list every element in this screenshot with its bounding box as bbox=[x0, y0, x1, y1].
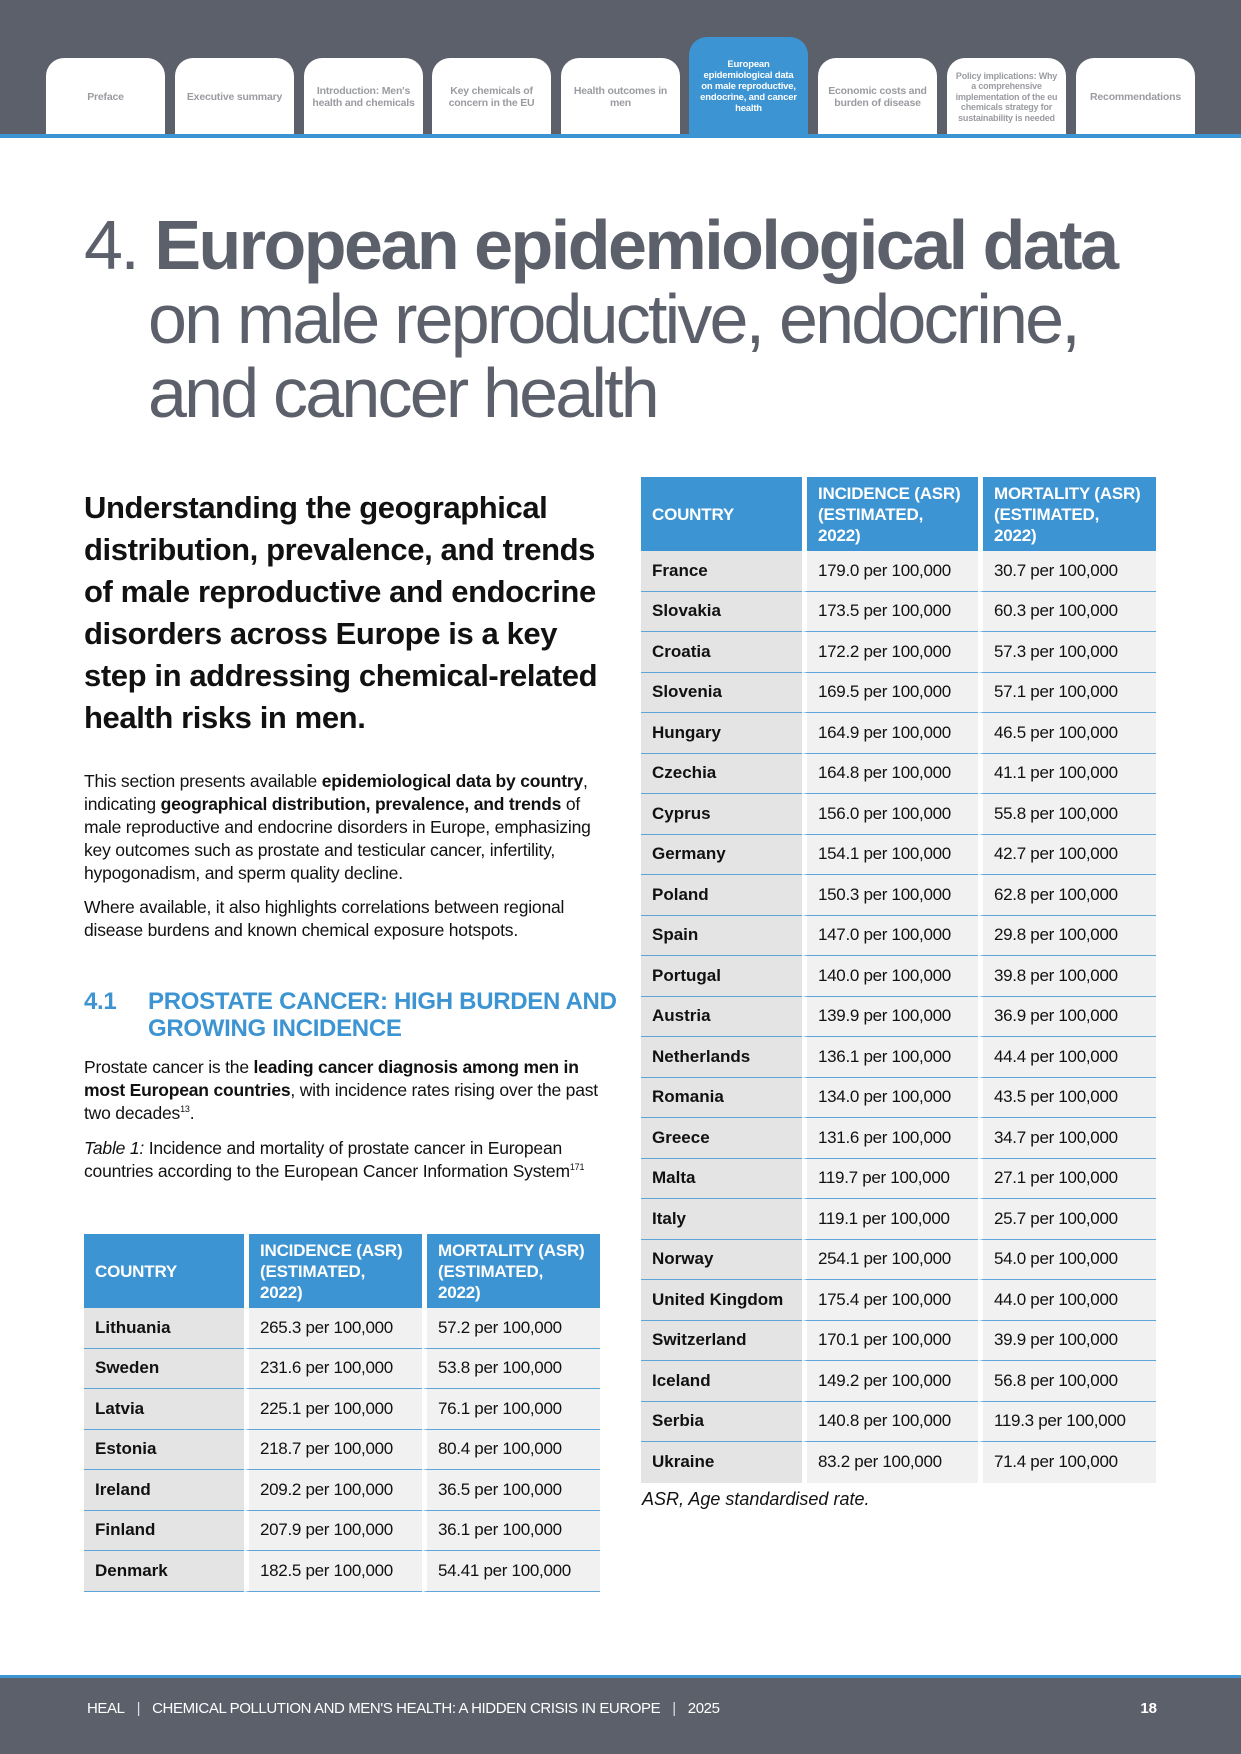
cell-incidence: 140.8 per 100,000 bbox=[802, 1402, 978, 1443]
tab-label: Policy implications: Why a comprehensive implementation of the eu chemicals strategy for sustainability is needed bbox=[955, 70, 1058, 123]
cell-mortality: 57.2 per 100,000 bbox=[422, 1308, 600, 1349]
cell-mortality: 56.8 per 100,000 bbox=[978, 1361, 1156, 1402]
cell-country: Serbia bbox=[641, 1402, 802, 1443]
tab-executive-summary[interactable] bbox=[175, 58, 294, 136]
cell-country: Italy bbox=[641, 1199, 802, 1240]
cell-mortality: 46.5 per 100,000 bbox=[978, 713, 1156, 754]
table-row bbox=[641, 1159, 1156, 1200]
cell-country: Netherlands bbox=[641, 1037, 802, 1078]
table-row bbox=[84, 1389, 600, 1430]
cell-country: Portugal bbox=[641, 956, 802, 997]
cell-incidence: 175.4 per 100,000 bbox=[802, 1280, 978, 1321]
cell-country: Germany bbox=[641, 835, 802, 876]
tab-economic-costs[interactable] bbox=[818, 58, 937, 136]
tab-label: Health outcomes in men bbox=[573, 85, 668, 109]
cell-mortality: 80.4 per 100,000 bbox=[422, 1430, 600, 1471]
cell-country: France bbox=[641, 551, 802, 592]
chapter-number: 4. bbox=[84, 206, 138, 284]
table-row bbox=[641, 997, 1156, 1038]
chapter-nav-bar bbox=[0, 0, 1241, 134]
cell-incidence: 136.1 per 100,000 bbox=[802, 1037, 978, 1078]
cell-incidence: 164.8 per 100,000 bbox=[802, 754, 978, 795]
cell-country: Malta bbox=[641, 1159, 802, 1200]
cell-mortality: 54.0 per 100,000 bbox=[978, 1240, 1156, 1281]
chapter-title-bold: European epidemiological data bbox=[154, 206, 1117, 284]
page-footer bbox=[0, 1678, 1241, 1754]
cell-incidence: 207.9 per 100,000 bbox=[244, 1511, 422, 1552]
cell-country: Estonia bbox=[84, 1430, 244, 1471]
tab-label: Preface bbox=[87, 91, 124, 103]
table-row bbox=[641, 794, 1156, 835]
section-heading bbox=[84, 988, 624, 1042]
cell-mortality: 36.5 per 100,000 bbox=[422, 1470, 600, 1511]
cell-country: Spain bbox=[641, 916, 802, 957]
section-number: 4.1 bbox=[84, 988, 117, 1015]
header-country: COUNTRY bbox=[84, 1234, 244, 1308]
cell-incidence: 131.6 per 100,000 bbox=[802, 1118, 978, 1159]
footnote-ref[interactable]: 171 bbox=[569, 1162, 585, 1173]
tab-policy-implications[interactable] bbox=[947, 58, 1066, 136]
cell-mortality: 39.9 per 100,000 bbox=[978, 1321, 1156, 1362]
cell-mortality: 25.7 per 100,000 bbox=[978, 1199, 1156, 1240]
table-row bbox=[641, 1118, 1156, 1159]
bold-text: epidemiological data by country bbox=[321, 771, 583, 791]
cell-mortality: 55.8 per 100,000 bbox=[978, 794, 1156, 835]
table-row bbox=[641, 1199, 1156, 1240]
cell-incidence: 156.0 per 100,000 bbox=[802, 794, 978, 835]
tab-label: Executive summary bbox=[186, 91, 283, 103]
cell-incidence: 172.2 per 100,000 bbox=[802, 632, 978, 673]
footer-separator: | bbox=[136, 1700, 141, 1717]
header-mortality: MORTALITY (ASR) (ESTIMATED, 2022) bbox=[978, 477, 1156, 551]
cell-country: Norway bbox=[641, 1240, 802, 1281]
footer-running-title bbox=[87, 1700, 720, 1717]
tab-health-outcomes[interactable] bbox=[561, 58, 680, 136]
chapter-title-line2: on male reproductive, endocrine, bbox=[148, 280, 1078, 358]
cell-country: Greece bbox=[641, 1118, 802, 1159]
tab-label: Introduction: Men's health and chemicals bbox=[312, 85, 415, 109]
text: , with incidence rates rising over the past two decades bbox=[84, 1080, 598, 1123]
cell-incidence: 140.0 per 100,000 bbox=[802, 956, 978, 997]
table-header-row bbox=[84, 1234, 600, 1308]
table-row bbox=[84, 1470, 600, 1511]
cell-incidence: 154.1 per 100,000 bbox=[802, 835, 978, 876]
cell-country: Lithuania bbox=[84, 1308, 244, 1349]
footer-separator: | bbox=[672, 1700, 676, 1717]
text: , indicating bbox=[84, 771, 588, 814]
cell-incidence: 119.7 per 100,000 bbox=[802, 1159, 978, 1200]
cell-mortality: 34.7 per 100,000 bbox=[978, 1118, 1156, 1159]
cell-mortality: 53.8 per 100,000 bbox=[422, 1349, 600, 1390]
cell-country: Hungary bbox=[641, 713, 802, 754]
cell-country: Austria bbox=[641, 997, 802, 1038]
bold-text: geographical distribution, prevalence, and trends bbox=[160, 794, 562, 814]
caption-label: Table 1: bbox=[84, 1138, 145, 1158]
cell-mortality: 57.3 per 100,000 bbox=[978, 632, 1156, 673]
tab-label: European epidemiological data on male reproductive, endocrine, and cancer health bbox=[700, 59, 797, 114]
table-caption bbox=[84, 1137, 609, 1183]
cell-country: Romania bbox=[641, 1078, 802, 1119]
chapter-title-line3: and cancer health bbox=[148, 354, 657, 432]
table-row bbox=[641, 956, 1156, 997]
table-row bbox=[641, 875, 1156, 916]
nav-divider bbox=[0, 134, 1241, 138]
prostate-table-part2 bbox=[641, 477, 1156, 1483]
text: This section presents available bbox=[84, 771, 322, 791]
cell-mortality: 62.8 per 100,000 bbox=[978, 875, 1156, 916]
cell-incidence: 83.2 per 100,000 bbox=[802, 1442, 978, 1483]
cell-mortality: 76.1 per 100,000 bbox=[422, 1389, 600, 1430]
table-row bbox=[641, 1402, 1156, 1443]
cell-incidence: 254.1 per 100,000 bbox=[802, 1240, 978, 1281]
text: of male reproductive and endocrine disorders in Europe, emphasizing key outcomes such as prostate and testicular cancer, infertility, hypogonadism, and sperm quality decline. bbox=[84, 794, 591, 883]
cell-incidence: 147.0 per 100,000 bbox=[802, 916, 978, 957]
cell-incidence: 218.7 per 100,000 bbox=[244, 1430, 422, 1471]
table-row bbox=[84, 1551, 600, 1592]
cell-incidence: 209.2 per 100,000 bbox=[244, 1470, 422, 1511]
table-row bbox=[641, 713, 1156, 754]
cell-mortality: 27.1 per 100,000 bbox=[978, 1159, 1156, 1200]
tab-introduction[interactable] bbox=[304, 58, 423, 136]
text: Prostate cancer is the bbox=[84, 1057, 254, 1077]
tab-label: Recommendations bbox=[1090, 91, 1181, 103]
header-incidence: INCIDENCE (ASR) (ESTIMATED, 2022) bbox=[244, 1234, 422, 1308]
cell-country: Slovenia bbox=[641, 673, 802, 714]
cell-incidence: 173.5 per 100,000 bbox=[802, 592, 978, 633]
cell-incidence: 225.1 per 100,000 bbox=[244, 1389, 422, 1430]
footer-publication: CHEMICAL POLLUTION AND MEN'S HEALTH: A HIDDEN CRISIS IN EUROPE bbox=[152, 1700, 661, 1717]
cell-mortality: 30.7 per 100,000 bbox=[978, 551, 1156, 592]
tab-recommendations[interactable] bbox=[1076, 58, 1195, 136]
correlation-paragraph: Where available, it also highlights correlations between regional disease burdens and known chemical exposure hotspots. bbox=[84, 897, 565, 940]
cell-mortality: 39.8 per 100,000 bbox=[978, 956, 1156, 997]
cell-incidence: 265.3 per 100,000 bbox=[244, 1308, 422, 1349]
cell-country: Switzerland bbox=[641, 1321, 802, 1362]
cell-mortality: 44.4 per 100,000 bbox=[978, 1037, 1156, 1078]
header-mortality: MORTALITY (ASR) (ESTIMATED, 2022) bbox=[422, 1234, 600, 1308]
header-incidence: INCIDENCE (ASR) (ESTIMATED, 2022) bbox=[802, 477, 978, 551]
cell-mortality: 54.41 per 100,000 bbox=[422, 1551, 600, 1592]
cell-mortality: 42.7 per 100,000 bbox=[978, 835, 1156, 876]
tab-key-chemicals[interactable] bbox=[432, 58, 551, 136]
cell-country: Latvia bbox=[84, 1389, 244, 1430]
cell-mortality: 44.0 per 100,000 bbox=[978, 1280, 1156, 1321]
table-row bbox=[641, 1240, 1156, 1281]
intro-paragraph bbox=[84, 770, 609, 885]
table-row bbox=[84, 1511, 600, 1552]
cell-incidence: 182.5 per 100,000 bbox=[244, 1551, 422, 1592]
table-row bbox=[84, 1349, 600, 1390]
text: . bbox=[189, 1103, 195, 1123]
table-row bbox=[641, 1037, 1156, 1078]
cell-incidence: 119.1 per 100,000 bbox=[802, 1199, 978, 1240]
header-country: COUNTRY bbox=[641, 477, 802, 551]
cell-mortality: 36.9 per 100,000 bbox=[978, 997, 1156, 1038]
lead-statement: Understanding the geographical distribution, prevalence, and trends of male reproductive and endocrine disorders across Europe is a key step in addressing chemical-related health risks in men. bbox=[84, 490, 598, 735]
cell-country: Croatia bbox=[641, 632, 802, 673]
cell-incidence: 164.9 per 100,000 bbox=[802, 713, 978, 754]
cell-country: Finland bbox=[84, 1511, 244, 1552]
caption-text: Incidence and mortality of prostate cancer in European countries according to the European Cancer Information System bbox=[84, 1138, 570, 1181]
table-row bbox=[641, 1078, 1156, 1119]
cell-mortality: 29.8 per 100,000 bbox=[978, 916, 1156, 957]
table-row bbox=[641, 673, 1156, 714]
cell-incidence: 149.2 per 100,000 bbox=[802, 1361, 978, 1402]
table-note: ASR, Age standardised rate. bbox=[642, 1489, 870, 1509]
cell-country: Ireland bbox=[84, 1470, 244, 1511]
cell-incidence: 169.5 per 100,000 bbox=[802, 673, 978, 714]
table-row bbox=[641, 916, 1156, 957]
table-row bbox=[84, 1308, 600, 1349]
cell-mortality: 43.5 per 100,000 bbox=[978, 1078, 1156, 1119]
cell-incidence: 134.0 per 100,000 bbox=[802, 1078, 978, 1119]
table-row bbox=[641, 1442, 1156, 1483]
cell-country: Cyprus bbox=[641, 794, 802, 835]
table-row bbox=[84, 1430, 600, 1471]
table-row bbox=[641, 632, 1156, 673]
table-header-row bbox=[641, 477, 1156, 551]
chapter-title bbox=[84, 208, 1117, 430]
cell-mortality: 60.3 per 100,000 bbox=[978, 592, 1156, 633]
cell-country: Iceland bbox=[641, 1361, 802, 1402]
cell-country: Denmark bbox=[84, 1551, 244, 1592]
bold-text: leading cancer diagnosis among men in most European countries bbox=[84, 1057, 579, 1100]
cell-country: Sweden bbox=[84, 1349, 244, 1390]
table-row bbox=[641, 754, 1156, 795]
cell-mortality: 119.3 per 100,000 bbox=[978, 1402, 1156, 1443]
cell-country: Ukraine bbox=[641, 1442, 802, 1483]
cell-country: Poland bbox=[641, 875, 802, 916]
cell-incidence: 150.3 per 100,000 bbox=[802, 875, 978, 916]
footer-org: HEAL bbox=[87, 1700, 125, 1717]
prostate-table-part1 bbox=[84, 1234, 600, 1592]
tab-preface[interactable] bbox=[46, 58, 165, 136]
tab-label: Key chemicals of concern in the EU bbox=[448, 85, 535, 109]
cell-mortality: 36.1 per 100,000 bbox=[422, 1511, 600, 1552]
cell-mortality: 71.4 per 100,000 bbox=[978, 1442, 1156, 1483]
tab-label: Economic costs and burden of disease bbox=[828, 85, 927, 109]
table-row bbox=[641, 592, 1156, 633]
section-title: PROSTATE CANCER: HIGH BURDEN AND GROWING INCIDENCE bbox=[148, 988, 617, 1042]
prostate-paragraph bbox=[84, 1056, 609, 1125]
cell-country: Czechia bbox=[641, 754, 802, 795]
cell-mortality: 41.1 per 100,000 bbox=[978, 754, 1156, 795]
cell-incidence: 231.6 per 100,000 bbox=[244, 1349, 422, 1390]
tab-european-epidemiological-data[interactable] bbox=[689, 37, 808, 136]
cell-incidence: 179.0 per 100,000 bbox=[802, 551, 978, 592]
cell-incidence: 139.9 per 100,000 bbox=[802, 997, 978, 1038]
cell-country: Slovakia bbox=[641, 592, 802, 633]
table-row bbox=[641, 551, 1156, 592]
table-row bbox=[641, 835, 1156, 876]
table-row bbox=[641, 1361, 1156, 1402]
cell-country: United Kingdom bbox=[641, 1280, 802, 1321]
cell-mortality: 57.1 per 100,000 bbox=[978, 673, 1156, 714]
page-number: 18 bbox=[1140, 1700, 1157, 1717]
footer-year: 2025 bbox=[687, 1700, 720, 1717]
table-row bbox=[641, 1321, 1156, 1362]
table-row bbox=[641, 1280, 1156, 1321]
footnote-ref[interactable]: 13 bbox=[180, 1104, 190, 1115]
cell-incidence: 170.1 per 100,000 bbox=[802, 1321, 978, 1362]
